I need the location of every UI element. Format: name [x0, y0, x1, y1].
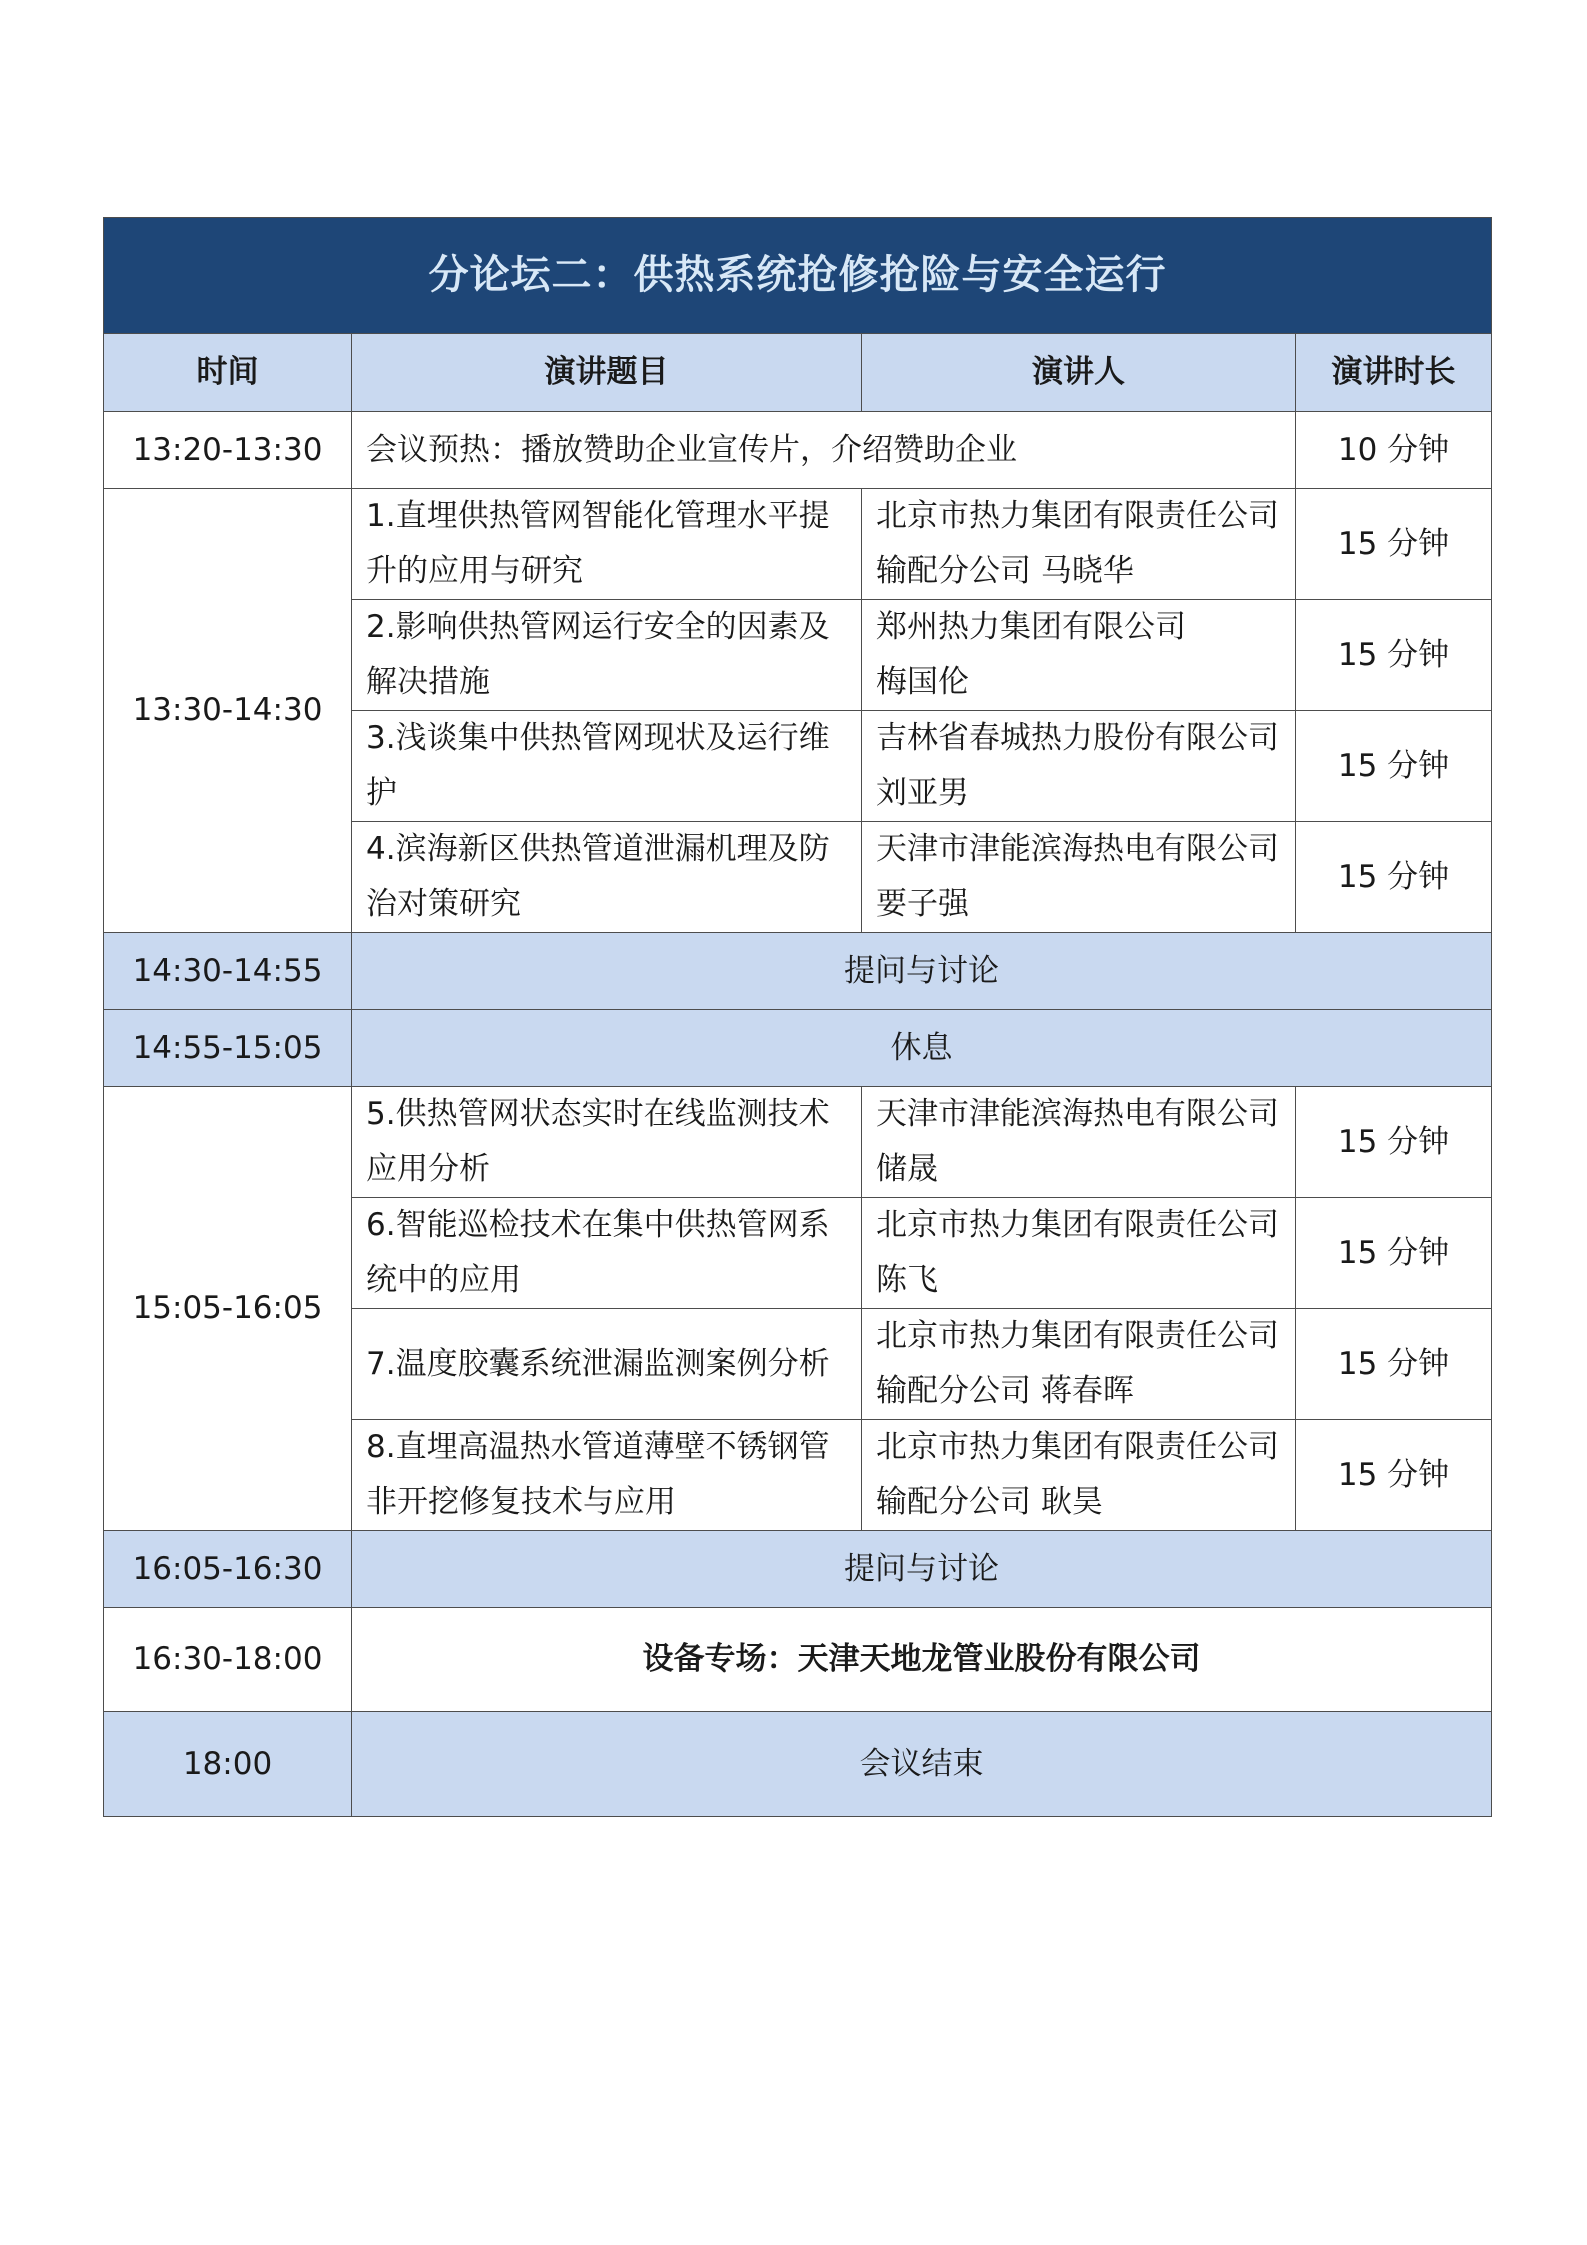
duration-cell: 15 分钟 — [1296, 1309, 1492, 1420]
topic-cell: 1.直埋供热管网智能化管理水平提升的应用与研究 — [352, 489, 862, 600]
topic-cell: 会议预热：播放赞助企业宣传片，介绍赞助企业 — [352, 412, 1296, 489]
time-cell: 13:20-13:30 — [104, 412, 352, 489]
speaker-cell: 天津市津能滨海热电有限公司 储晟 — [862, 1087, 1296, 1198]
table-row — [104, 1010, 1492, 1087]
duration-cell: 15 分钟 — [1296, 600, 1492, 711]
speaker-cell: 天津市津能滨海热电有限公司 要子强 — [862, 822, 1296, 933]
duration-cell: 15 分钟 — [1296, 1087, 1492, 1198]
table-row — [104, 1608, 1492, 1712]
time-cell: 13:30-14:30 — [104, 489, 352, 933]
speaker-company: 郑州热力集团有限公司 — [876, 609, 1186, 645]
table-row — [104, 1531, 1492, 1608]
speaker-cell: 北京市热力集团有限责任公司输配分公司 马晓华 — [862, 489, 1296, 600]
time-cell: 14:30-14:55 — [104, 933, 352, 1010]
duration-cell: 10 分钟 — [1296, 412, 1492, 489]
closing-cell: 会议结束 — [352, 1712, 1492, 1817]
topic-cell: 2.影响供热管网运行安全的因素及解决措施 — [352, 600, 862, 711]
header-topic: 演讲题目 — [352, 334, 862, 412]
topic-cell: 7.温度胶囊系统泄漏监测案例分析 — [352, 1309, 862, 1420]
topic-cell: 4.滨海新区供热管道泄漏机理及防治对策研究 — [352, 822, 862, 933]
speaker-cell: 吉林省春城热力股份有限公司 刘亚男 — [862, 711, 1296, 822]
table-row — [104, 489, 1492, 600]
time-cell: 18:00 — [104, 1712, 352, 1817]
duration-cell: 15 分钟 — [1296, 1420, 1492, 1531]
topic-cell: 8.直埋高温热水管道薄壁不锈钢管非开挖修复技术与应用 — [352, 1420, 862, 1531]
speaker-cell — [862, 600, 1296, 711]
qa-cell: 提问与讨论 — [352, 1531, 1492, 1608]
duration-cell: 15 分钟 — [1296, 489, 1492, 600]
time-cell: 15:05-16:05 — [104, 1087, 352, 1531]
forum-title: 分论坛二：供热系统抢修抢险与安全运行 — [104, 218, 1492, 334]
table-row — [104, 412, 1492, 489]
table-row — [104, 933, 1492, 1010]
topic-cell: 5.供热管网状态实时在线监测技术应用分析 — [352, 1087, 862, 1198]
equipment-session-cell: 设备专场：天津天地龙管业股份有限公司 — [352, 1608, 1492, 1712]
agenda-table — [103, 217, 1492, 1817]
time-cell: 16:05-16:30 — [104, 1531, 352, 1608]
duration-cell: 15 分钟 — [1296, 822, 1492, 933]
header-duration: 演讲时长 — [1296, 334, 1492, 412]
speaker-cell: 北京市热力集团有限责任公司输配分公司 蒋春晖 — [862, 1309, 1296, 1420]
duration-cell: 15 分钟 — [1296, 711, 1492, 822]
qa-cell: 提问与讨论 — [352, 933, 1492, 1010]
header-speaker: 演讲人 — [862, 334, 1296, 412]
speaker-cell: 北京市热力集团有限责任公司 陈飞 — [862, 1198, 1296, 1309]
header-row — [104, 334, 1492, 412]
topic-cell: 6.智能巡检技术在集中供热管网系统中的应用 — [352, 1198, 862, 1309]
duration-cell: 15 分钟 — [1296, 1198, 1492, 1309]
topic-cell: 3.浅谈集中供热管网现状及运行维护 — [352, 711, 862, 822]
time-cell: 14:55-15:05 — [104, 1010, 352, 1087]
break-cell: 休息 — [352, 1010, 1492, 1087]
speaker-person: 梅国伦 — [876, 664, 969, 700]
speaker-cell: 北京市热力集团有限责任公司输配分公司 耿昊 — [862, 1420, 1296, 1531]
table-row — [104, 1712, 1492, 1817]
time-cell: 16:30-18:00 — [104, 1608, 352, 1712]
table-row — [104, 1087, 1492, 1198]
header-time: 时间 — [104, 334, 352, 412]
